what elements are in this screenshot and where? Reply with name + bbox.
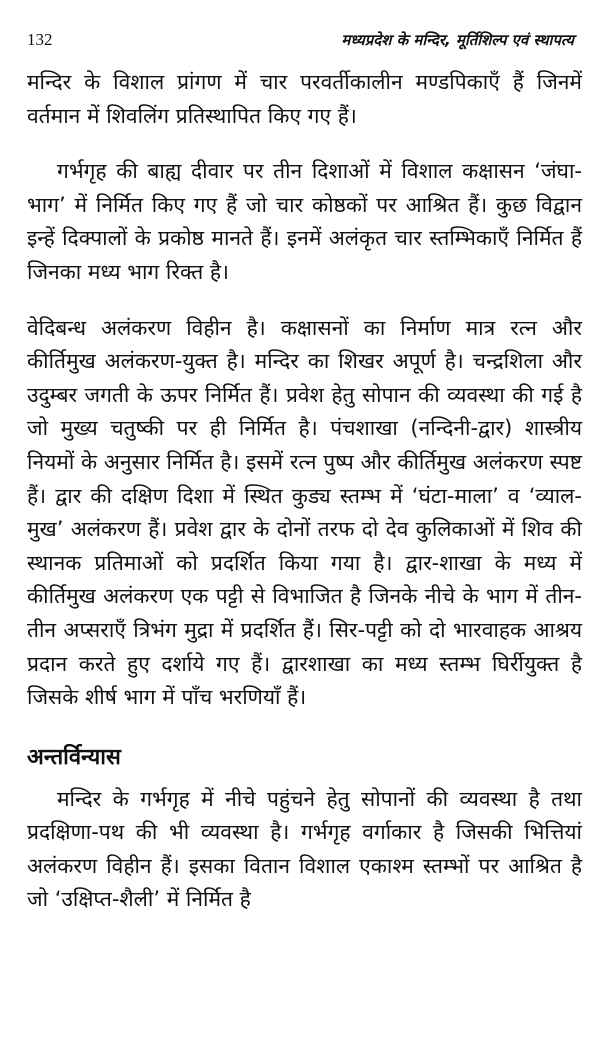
paragraph-antarvinyas: मन्दिर के गर्भगृह में नीचे पहुंचने हेतु सोपानों की व्यवस्था है तथा प्रदक्षिणा-पथ की भी व्यवस्था है। गर्भगृह वर्गाकार है जिसकी भित्तियां अलंकरण विहीन हैं। इसका वितान विशाल एकाश्म स्तम्भों पर आश्रित है जो ‘उक्षिप्त-शैली’ में निर्मित है <box>27 786 582 912</box>
page-number: 132 <box>27 30 53 49</box>
section-heading-antarvinyas: अन्तर्विन्यास <box>27 744 121 770</box>
running-title: मध्यप्रदेश के मन्दिर, मूर्तिशिल्प एवं स्थापत्य <box>341 31 574 49</box>
paragraph-mandapika: मन्दिर के विशाल प्रांगण में चार परवर्तीकालीन मण्डपिकाएँ हैं जिनमें वर्तमान में शिवलिंग प्रतिस्थापित किए गए हैं। <box>27 70 582 128</box>
paragraph-vedibandha: वेदिबन्ध अलंकरण विहीन है। कक्षासनों का निर्माण मात्र रत्न और कीर्तिमुख अलंकरण-युक्त है। मन्दिर का शिखर अपूर्ण है। चन्द्रशिला और उदुम्बर जगती के ऊपर निर्मित हैं। प्रवेश हेतु सोपान की व्यवस्था की गई है जो मुख्य चतुष्की पर ही निर्मित है। पंचशाखा (नन्दिनी-द्वार) शास्त्रीय नियमों के अनुसार निर्मित है। इसमें रत्न पुष्प और कीर्तिमुख अलंकरण स्पष्ट हैं। द्वार की दक्षिण दिशा में स्थित कुड्य स्तम्भ में ‘घंटा-माला’ व ‘व्याल-मुख’ अलंकरण हैं। प्रवेश द्वार के दोनों तरफ दो देव कुलिकाओं में शिव की स्थानक प्रतिमाओं को प्रदर्शित किया गया है। द्वार-शाखा के मध्य में कीर्तिमुख अलंकरण एक पट्टी से विभाजित है जिनके नीचे के भाग में तीन-तीन अप्सराएँ त्रिभंग मुद्रा में प्रदर्शित हैं। सिर-पट्टी को दो भारवाहक आश्रय प्रदान करते हुए दर्शाये गए हैं। द्वारशाखा का मध्य स्तम्भ घिर्रीयुक्त है जिसके शीर्ष भाग में पाँच भरणियाँ हैं। <box>27 315 582 710</box>
running-head <box>27 0 582 48</box>
paragraph-garbhagriha-wall: गर्भगृह की बाह्य दीवार पर तीन दिशाओं में विशाल कक्षासन ‘जंघा-भाग’ में निर्मित किए गए हैं जो चार कोष्ठकों पर आश्रित हैं। कुछ विद्वान इन्हें दिक्पालों के प्रकोष्ठ मानते हैं। इनमें अलंकृत चार स्तम्भिकाएँ निर्मित हैं जिनका मध्य भाग रिक्त है। <box>27 159 582 284</box>
